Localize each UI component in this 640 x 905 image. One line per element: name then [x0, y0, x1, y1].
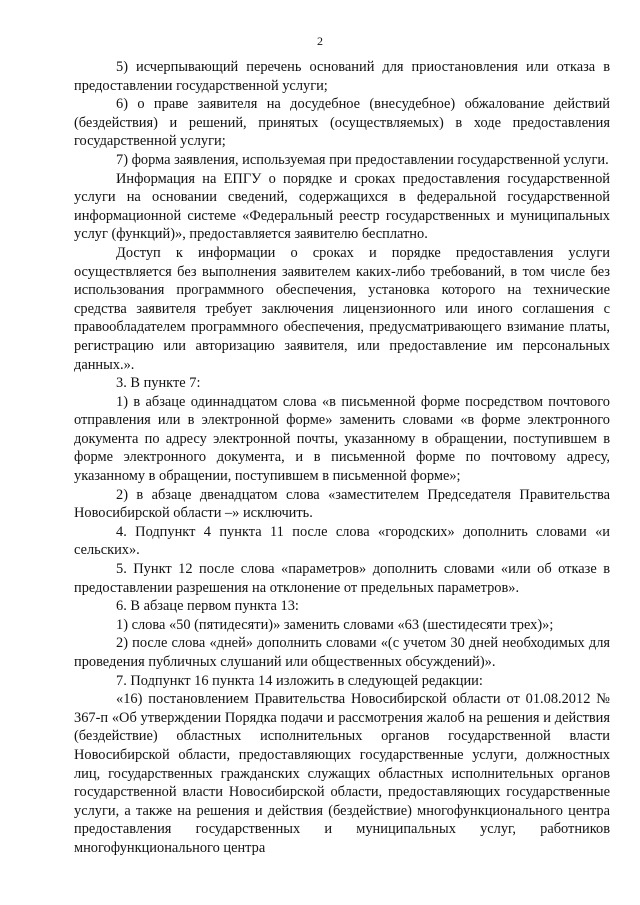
paragraph-point-3-sub-2: 2) в абзаце двенадцатом слова «заместителем Председателя Правительства Новосибирской области –» исключить.: [74, 486, 610, 522]
paragraph-point-7-new-text: «16) постановлением Правительства Новосибирской области от 01.08.2012 № 367-п «Об утверждении Порядка подачи и рассмотрения жалоб на решения и действия (бездействие) областных исполнительных органов государственной власти Новосибирской области, предоставляющих государственные услуги, должностных лиц, государственных гражданских служащих областных исполнительных органов государственной власти Новосибирской области, предоставляющих государственные услуги, а также на решения и действия (бездействие) многофункционального центра предоставления государственных и муниципальных услуг, работников многофункционального центра: [74, 691, 610, 856]
paragraph-point-6-sub-1: 1) слова «50 (пятидесяти)» заменить словами «63 (шестидесяти трех)»;: [116, 616, 554, 633]
paragraph-epgu-info: Информация на ЕПГУ о порядке и сроках предоставления государственной услуги на основании сведений, содержащихся в федеральной государственной информационной системе «Федеральный реестр государственных и муниципальных услуг (функций)», предоставляется заявителю бесплатно.: [74, 170, 610, 243]
paragraph-point-7-heading: 7. Подпункт 16 пункта 14 изложить в следующей редакции:: [116, 672, 483, 689]
paragraph-item-6: 6) о праве заявителя на досудебное (внесудебное) обжалование действий (бездействия) и решений, принятых (осуществляемых) в ходе предоставления государственной услуги;: [74, 96, 610, 150]
paragraph-item-5: 5) исчерпывающий перечень оснований для приостановления или отказа в предоставлении государственной услуги;: [74, 59, 610, 94]
paragraph-point-4: 4. Подпункт 4 пункта 11 после слова «городских» дополнить словами «и сельских».: [74, 523, 610, 559]
paragraph-access-info: Доступ к информации о сроках и порядке предоставления услуги осуществляется без выполнения заявителем каких-либо требований, в том числе без использования программного обеспечения, установка которого на технические средства заявителя требует заключения лицензионного или иного соглашения с правообладателем программного обеспечения, предусматривающего взимание платы, регистрацию или авторизацию заявителя, или предоставление им персональных данных.».: [74, 244, 610, 373]
paragraph-point-5: 5. Пункт 12 после слова «параметров» дополнить словами «или об отказе в предоставлении разрешения на отклонение от предельных параметров».: [74, 561, 610, 596]
paragraph-point-3-heading: 3. В пункте 7:: [116, 375, 201, 392]
paragraph-point-3-sub-1: 1) в абзаце одиннадцатом слова «в письменной форме посредством почтового отправления или в электронной форме» заменить словами «в форме электронного документа по адресу электронной почты, указанному в обращении, поступившем в форме электронного документа, и в письменной форме по почтовому адресу, указанному в обращении, поступившем в письменной форме»;: [74, 393, 610, 485]
paragraph-point-6-heading: 6. В абзаце первом пункта 13:: [116, 598, 299, 615]
document-body: [74, 58, 610, 858]
paragraph-point-6-sub-2: 2) после слова «дней» дополнить словами «(с учетом 30 дней необходимых для проведения публичных слушаний или общественных обсуждений)».: [74, 635, 610, 670]
paragraph-item-7: 7) форма заявления, используемая при предоставлении государственной услуги.: [116, 151, 609, 168]
page-number: 2: [317, 34, 323, 48]
